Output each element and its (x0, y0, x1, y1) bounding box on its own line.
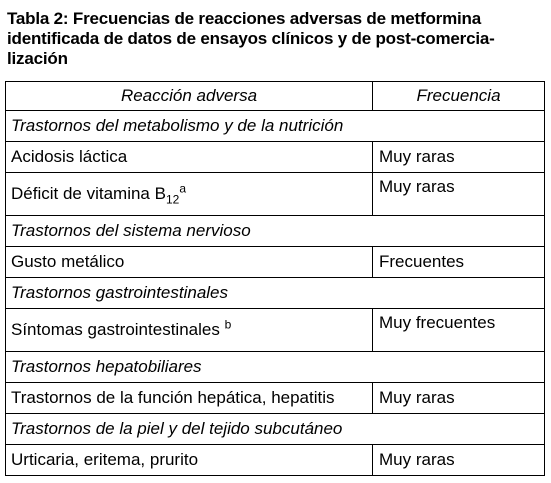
section-title: Trastornos gastrointestinales (6, 278, 545, 309)
header-row (6, 82, 545, 111)
table-row (6, 309, 545, 352)
table-row (6, 142, 545, 173)
caption-line-3: lización (7, 49, 68, 68)
caption-line-2: identificada de datos de ensayos clínicos y de post-comercia- (7, 29, 495, 48)
frequency-cell: Muy raras (373, 445, 545, 476)
table-row (6, 247, 545, 278)
section-title: Trastornos del metabolismo y de la nutrición (6, 111, 545, 142)
table-row (6, 383, 545, 414)
caption-line-1: Tabla 2: Frecuencias de reacciones adversas de metformina (7, 9, 481, 28)
reaction-cell (6, 309, 373, 352)
reaction-cell: Trastornos de la función hepática, hepatitis (6, 383, 373, 414)
footnote-marker: a (179, 181, 186, 196)
header-reaction: Reacción adversa (6, 82, 373, 111)
frequency-cell: Muy raras (373, 383, 545, 414)
section-title: Trastornos de la piel y del tejido subcutáneo (6, 414, 545, 445)
table-row (6, 173, 545, 216)
section-row-gastrointestinal (6, 278, 545, 309)
table-caption (7, 9, 547, 69)
footnote-marker: b (224, 317, 232, 332)
header-frequency: Frecuencia (373, 82, 545, 111)
frequency-cell: Muy frecuentes (373, 309, 545, 352)
frequency-cell: Frecuentes (373, 247, 545, 278)
reaction-cell: Urticaria, eritema, prurito (6, 445, 373, 476)
reaction-text: Déficit de vitamina B (11, 184, 166, 203)
section-row-metabolism (6, 111, 545, 142)
reaction-cell (6, 173, 373, 216)
table-row (6, 445, 545, 476)
section-title: Trastornos hepatobiliares (6, 352, 545, 383)
section-row-nervous-system (6, 216, 545, 247)
reaction-text: Síntomas gastrointestinales (11, 320, 225, 339)
reaction-cell: Gusto metálico (6, 247, 373, 278)
reaction-cell: Acidosis láctica (6, 142, 373, 173)
section-row-skin (6, 414, 545, 445)
reaction-subscript: 12 (165, 192, 180, 207)
section-row-hepatobiliary (6, 352, 545, 383)
frequency-cell: Muy raras (373, 142, 545, 173)
section-title: Trastornos del sistema nervioso (6, 216, 545, 247)
frequency-cell: Muy raras (373, 173, 545, 216)
adverse-reactions-table (5, 81, 545, 476)
